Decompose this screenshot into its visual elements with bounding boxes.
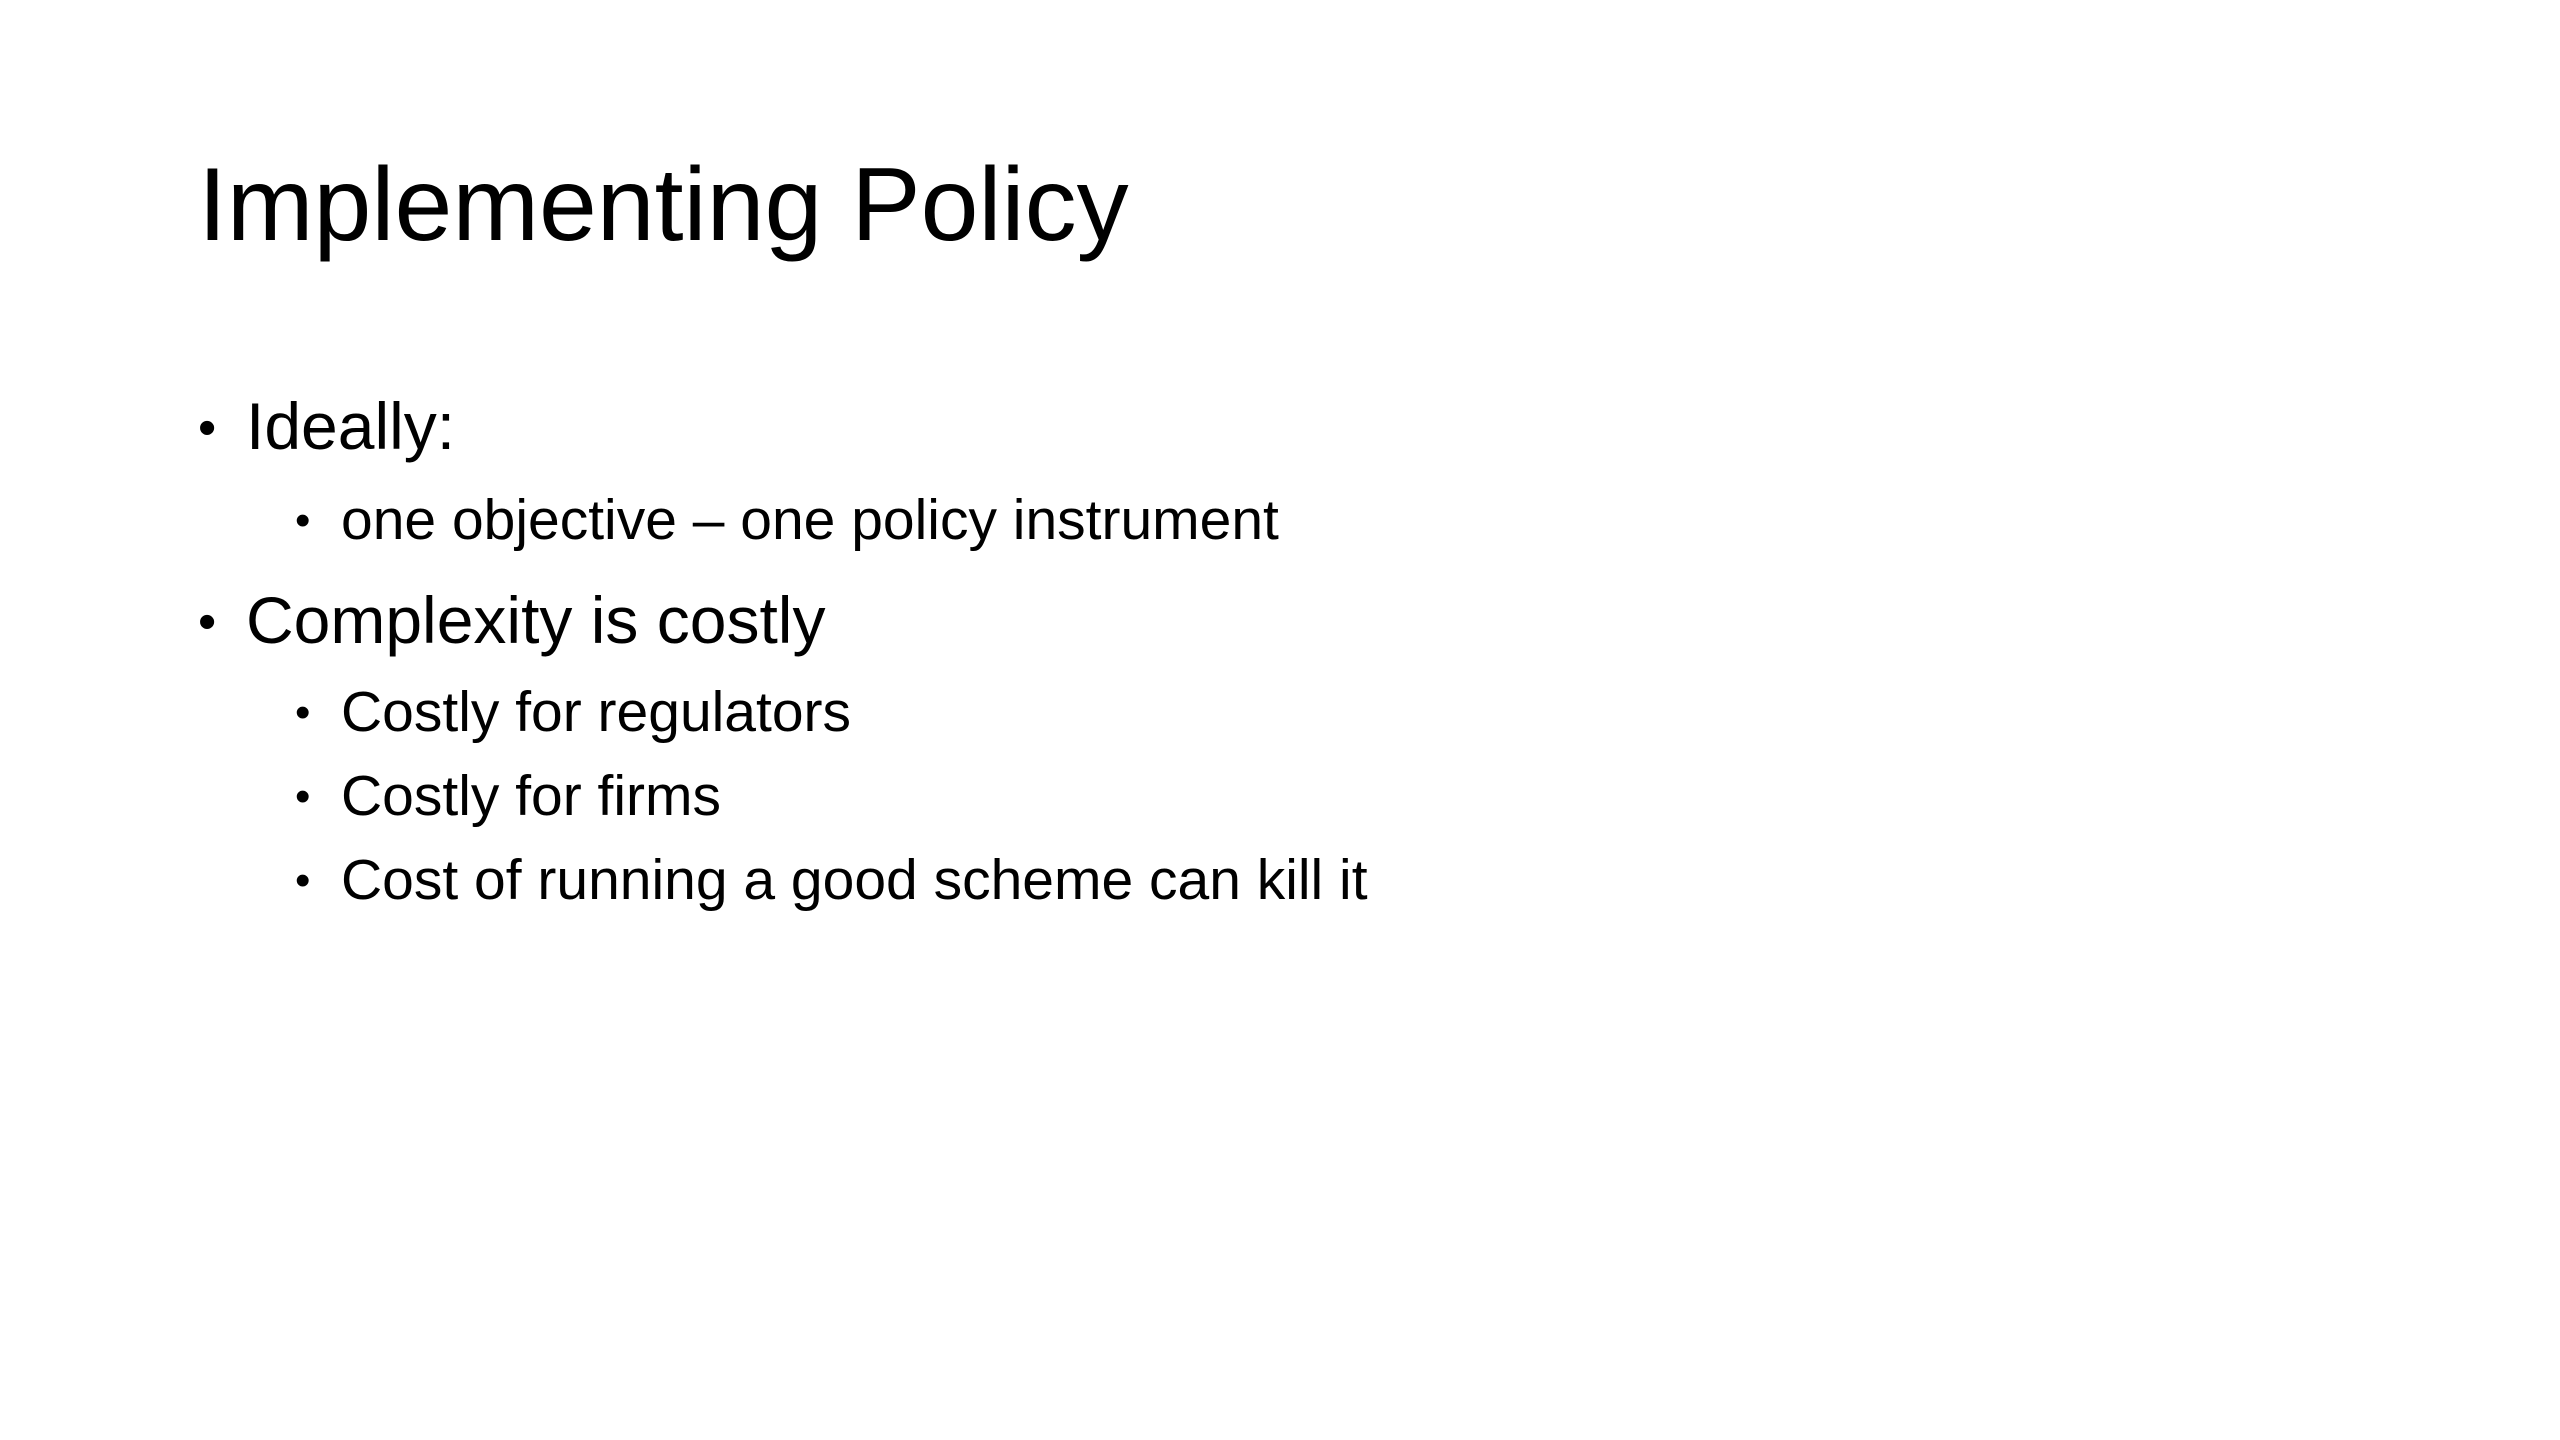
sub-bullet-text: one objective – one policy instrument [341, 488, 1279, 552]
sub-bullet-item-objective [295, 489, 1279, 552]
bullet-text: Ideally: [246, 389, 456, 463]
bullet-item-complexity [198, 584, 825, 657]
sub-bullet-icon: • [295, 772, 311, 821]
sub-bullet-text: Costly for regulators [341, 680, 852, 744]
sub-bullet-text: Costly for firms [341, 764, 722, 828]
bullet-icon: • [198, 399, 217, 457]
sub-bullet-item-scheme [295, 849, 1368, 912]
sub-bullet-text: Cost of running a good scheme can kill it [341, 848, 1368, 912]
sub-bullet-item-firms [295, 765, 721, 828]
bullet-text: Complexity is costly [246, 583, 826, 657]
sub-bullet-icon: • [295, 496, 311, 545]
slide-title: Implementing Policy [198, 147, 1129, 263]
bullet-item-ideally [198, 390, 455, 463]
bullet-icon: • [198, 593, 217, 651]
sub-bullet-item-regulators [295, 681, 851, 744]
sub-bullet-icon: • [295, 688, 311, 737]
sub-bullet-icon: • [295, 856, 311, 905]
